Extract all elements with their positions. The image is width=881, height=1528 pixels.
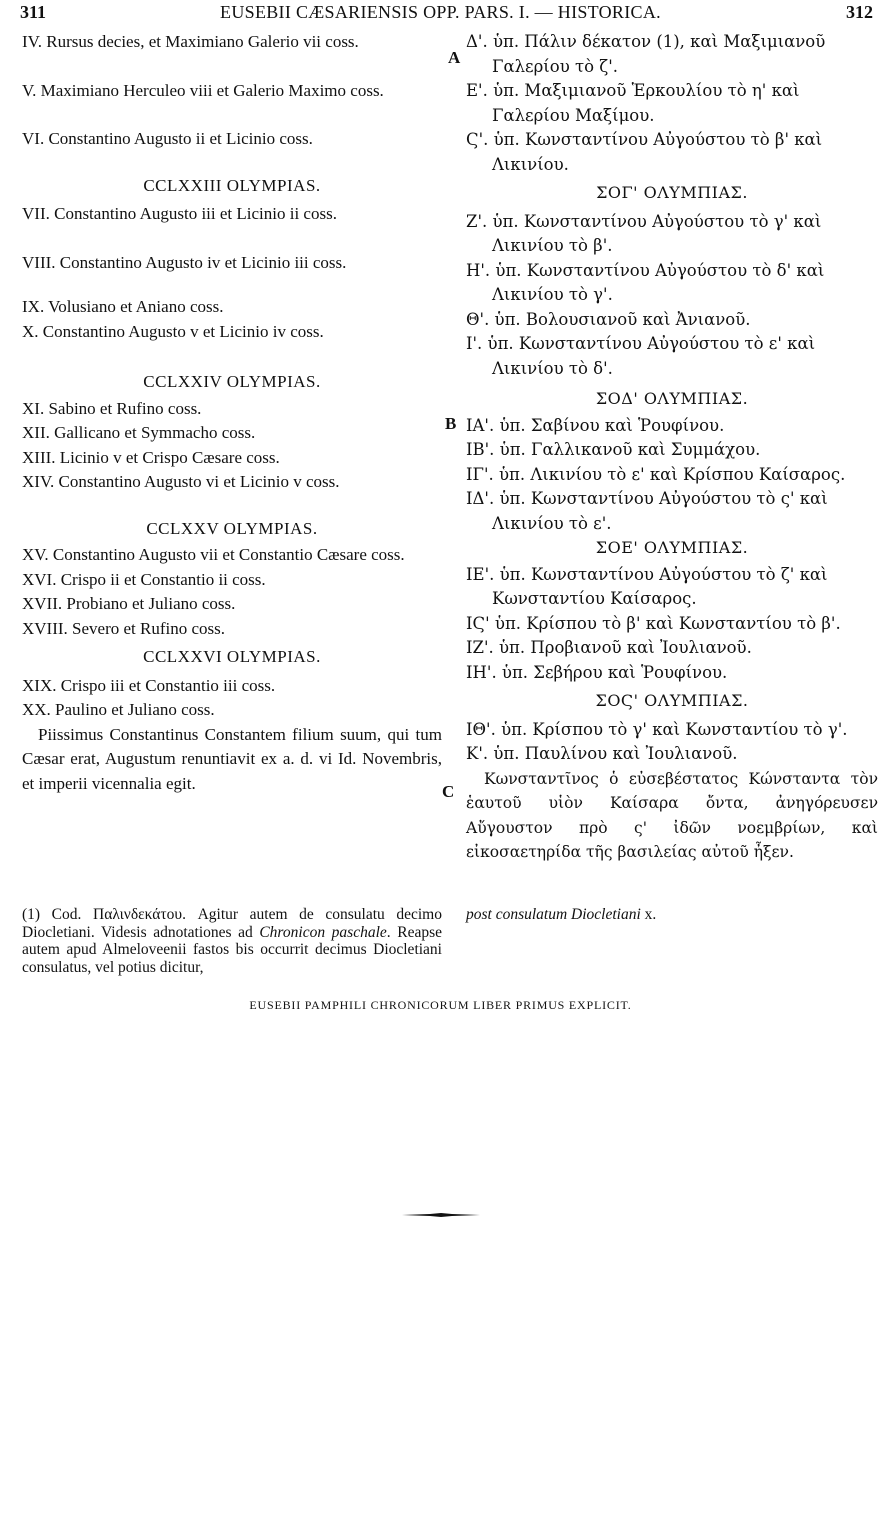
- footnote-italic: post consulatum Diocletiani: [466, 906, 641, 923]
- footnote-left: [22, 906, 442, 976]
- olympiad-heading-greek: ΣΟΔ' ΟΛΥΜΠΙΑΣ.: [595, 389, 749, 408]
- consul-entry: XIII. Licinio v et Crispo Cæsare coss.: [22, 447, 280, 467]
- footnote-italic: Chronicon paschale: [259, 923, 387, 941]
- consul-entry-greek: ΙΘ'. ὑπ. Κρίσπου τὸ γ' καὶ Κωνσταντίου τὸ γ'.: [466, 719, 848, 739]
- consul-entry-greek: ΙΓ'. ὑπ. Λικινίου τὸ ε' καὶ Κρίσπου Καίσαρος.: [466, 464, 846, 484]
- footnote-text: . Reapse autem apud Almeloveenii fastos bis occurrit decimus Diocletiani consulatus, vel potius dicitur,: [22, 923, 442, 976]
- consul-entry: VIII. Constantino Augusto iv et Licinio iii coss.: [22, 252, 347, 272]
- page-number-right: 312: [846, 2, 873, 22]
- margin-letter-c: C: [442, 782, 455, 801]
- consul-entry-greek: Ζ'. ὑπ. Κωνσταντίνου Αὐγούστου τὸ γ' καὶ Λικινίου τὸ β'.: [466, 211, 822, 255]
- olympiad-heading: CCLXXVI OLYMPIAS.: [143, 647, 321, 666]
- consul-entry: XVI. Crispo ii et Constantio ii coss.: [22, 569, 266, 589]
- book-explicit: EUSEBII PAMPHILI CHRONICORUM LIBER PRIMUS EXPLICIT.: [249, 998, 632, 1012]
- consul-entry-greek: Η'. ὑπ. Κωνσταντίνου Αὐγούστου τὸ δ' καὶ Λικινίου τὸ γ'.: [466, 260, 825, 304]
- olympiad-heading: CCLXXV OLYMPIAS.: [146, 518, 318, 538]
- running-header: [0, 0, 881, 24]
- greek-column: [466, 30, 878, 865]
- footnote-text: x.: [640, 906, 657, 923]
- consul-entry-greek: ΙΕ'. ὑπ. Κωνσταντίνου Αὐγούστου τὸ ζ' καὶ Κωνσταντίου Καίσαρος.: [466, 564, 828, 608]
- consul-entry: XI. Sabino et Rufino coss.: [22, 398, 202, 418]
- latin-column: [22, 30, 442, 796]
- consul-entry-greek: Ε'. ὑπ. Μαξιμιανοῦ Ἑρκουλίου τὸ η' καὶ Γαλερίου Μαξίμου.: [466, 81, 800, 125]
- consul-entry-greek: Ϛ'. ὑπ. Κωνσταντίνου Αὐγούστου τὸ β' καὶ Λικινίου.: [466, 130, 823, 174]
- olympiad-heading-greek: ΣΟΓ' ΟΛΥΜΠΙΑΣ.: [596, 183, 748, 202]
- olympiad-heading: CCLXXIV OLYMPIAS.: [143, 372, 321, 391]
- olympiad-heading-greek: ΣΟϚ' ΟΛΥΜΠΙΑΣ.: [595, 691, 749, 710]
- footnote-right: [466, 906, 876, 924]
- greek-prose: Κωνσταντῖνος ὁ εὐσεβέστατος Κώνσταντα τὸν ἑαυτοῦ υἱὸν Καίσαρα ὄντα, ἀνηγόρευσεν Αὔγουστον πρὸ ς' ἰδῶν νοεμβρίων, καὶ εἰκοσαετηρίδα τῆς βασιλείας αὐτοῦ ἦξεν.: [466, 769, 878, 861]
- consul-entry: VI. Constantino Augusto ii et Licinio coss.: [22, 129, 313, 148]
- consul-entry: VII. Constantino Augusto iii et Licinio ii coss.: [22, 204, 337, 223]
- consul-entry-greek: ΙΗ'. ὑπ. Σεβήρου καὶ Ῥουφίνου.: [466, 662, 728, 682]
- consul-entry: XX. Paulino et Juliano coss.: [22, 700, 215, 719]
- consul-entry: IV. Rursus decies, et Maximiano Galerio vii coss.: [22, 32, 359, 51]
- consul-entry-greek: ΙϚ' ὑπ. Κρίσπου τὸ β' καὶ Κωνσταντίου τὸ β'.: [466, 613, 841, 633]
- page-number-left: 311: [20, 2, 47, 22]
- consul-entry: XVII. Probiano et Juliano coss.: [22, 594, 236, 613]
- ornament-rule-icon: [402, 1213, 480, 1217]
- running-title: EUSEBII CÆSARIENSIS OPP. PARS. I. — HISTORICA.: [220, 2, 661, 22]
- consul-entry: XVIII. Severo et Rufino coss.: [22, 618, 226, 638]
- consul-entry-greek: ΙΔ'. ὑπ. Κωνσταντίνου Αὐγούστου τὸ ς' καὶ Λικινίου τὸ ε'.: [466, 489, 828, 533]
- olympiad-heading-greek: ΣΟΕ' ΟΛΥΜΠΙΑΣ.: [595, 538, 749, 557]
- consul-entry-greek: ΙΑ'. ὑπ. Σαβίνου καὶ Ῥουφίνου.: [466, 415, 725, 435]
- consul-entry: IX. Volusiano et Aniano coss.: [22, 297, 224, 316]
- consul-entry: V. Maximiano Herculeo viii et Galerio Maximo coss.: [22, 80, 384, 100]
- consul-entry-greek: Δ'. ὑπ. Πάλιν δέκατον (1), καὶ Μαξιμιανοῦ Γαλερίου τὸ ζ'.: [466, 32, 826, 76]
- consul-entry: X. Constantino Augusto v et Licinio iv coss.: [22, 321, 324, 341]
- consul-entry-greek: Ι'. ὑπ. Κωνσταντίνου Αὐγούστου τὸ ε' καὶ Λικινίου τὸ δ'.: [466, 334, 816, 378]
- consul-entry: XIX. Crispo iii et Constantio iii coss.: [22, 675, 276, 695]
- margin-letter-a: A: [448, 48, 461, 67]
- consul-entry: XV. Constantino Augusto vii et Constantio Cæsare coss.: [22, 545, 405, 564]
- consul-entry-greek: ΙΖ'. ὑπ. Προβιανοῦ καὶ Ἰουλιανοῦ.: [466, 638, 752, 657]
- consul-entry-greek: ΙΒ'. ὑπ. Γαλλικανοῦ καὶ Συμμάχου.: [466, 440, 761, 459]
- footnote-text: (1) Cod. Παλινδεκάτου. Agitur autem de consulatu decimo Diocletiani. Videsis adnotationes ad: [22, 906, 442, 941]
- margin-letter-b: B: [445, 414, 457, 433]
- consul-entry: XIV. Constantino Augusto vi et Licinio v coss.: [22, 472, 340, 491]
- latin-prose: Piissimus Constantinus Constantem filium suum, qui tum Cæsar erat, Augustum renuntiavit ex a. d. vi Id. Novembris, et imperii vicennalia egit.: [22, 724, 442, 793]
- consul-entry-greek: Κ'. ὑπ. Παυλίνου καὶ Ἰουλιανοῦ.: [466, 744, 738, 763]
- consul-entry-greek: Θ'. ὑπ. Βολουσιανοῦ καὶ Ἀνιανοῦ.: [466, 309, 751, 329]
- olympiad-heading: CCLXXIII OLYMPIAS.: [143, 175, 321, 195]
- consul-entry: XII. Gallicano et Symmacho coss.: [22, 423, 256, 442]
